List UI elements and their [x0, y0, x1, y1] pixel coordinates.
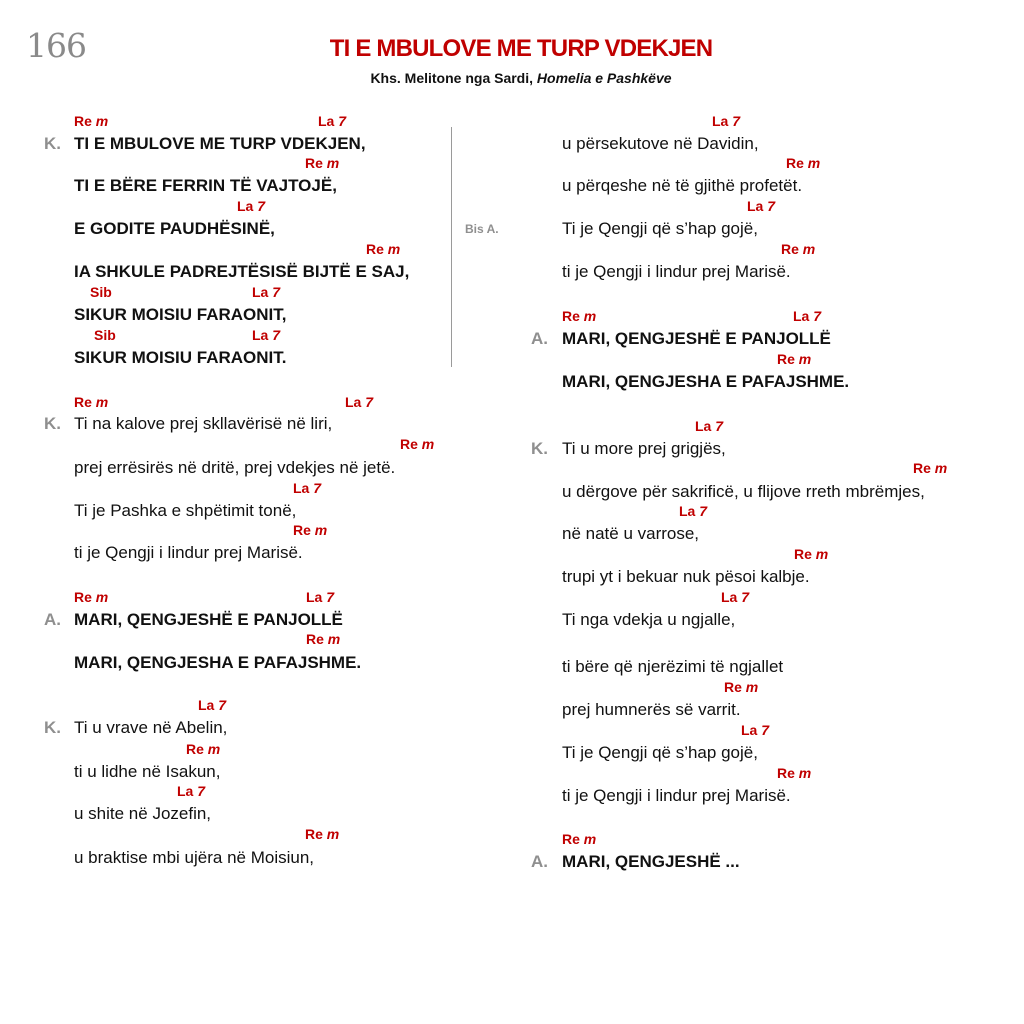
column-divider [451, 127, 452, 367]
chord-la7: La 7 [237, 198, 266, 214]
chord-rem: Re m [74, 589, 109, 605]
lyric-line: MARI, QENGJESHA E PAFAJSHME. [562, 372, 850, 391]
chord-la7: La 7 [252, 327, 281, 343]
chord-la7: La 7 [679, 503, 708, 519]
chord-la7: La 7 [318, 113, 347, 129]
chord-la7: La 7 [721, 589, 750, 605]
section-marker-k: K. [44, 414, 61, 433]
lyric-line: MARI, QENGJESHA E PAFAJSHME. [74, 653, 362, 672]
section-marker-a: A. [44, 610, 61, 629]
chord-rem: Re m [562, 831, 597, 847]
lyric-line: ti u lidhe në Isakun, [74, 762, 221, 781]
chord-rem: Re m [400, 436, 435, 452]
subtitle-author: Khs. Melitone nga Sardi, [370, 70, 537, 86]
chord-la7: La 7 [695, 418, 724, 434]
bis-marker: Bis A. [465, 222, 499, 236]
chord-la7: La 7 [793, 308, 822, 324]
lyric-line: u shite në Jozefin, [74, 804, 212, 823]
chord-la7: La 7 [345, 394, 374, 410]
lyric-line: prej errësirës në dritë, prej vdekjes në jetë. [74, 458, 396, 477]
chord-rem: Re m [305, 826, 340, 842]
chord-rem: Re m [913, 460, 948, 476]
lyric-line: në natë u varrose, [562, 524, 700, 543]
lyric-line: Ti u more prej grigjës, [562, 439, 726, 458]
chord-rem: Re m [306, 631, 341, 647]
chord-la7: La 7 [293, 480, 322, 496]
lyric-line: Ti na kalove prej skllavërisë në liri, [74, 414, 333, 433]
chord-rem: Re m [794, 546, 829, 562]
chord-la7: La 7 [306, 589, 335, 605]
lyric-line: SIKUR MOISIU FARAONIT. [74, 348, 287, 367]
chord-rem: Re m [777, 765, 812, 781]
lyric-line: ti bëre që njerëzimi të ngjallet [562, 657, 784, 676]
lyric-line: TI E BËRE FERRIN TË VAJTOJË, [74, 176, 337, 195]
lyric-line: MARI, QENGJESHË E PANJOLLË [562, 329, 831, 348]
chord-la7: La 7 [712, 113, 741, 129]
lyric-line: Ti je Qengji që s’hap gojë, [562, 219, 758, 238]
chord-rem: Re m [293, 522, 328, 538]
lyric-line: Ti u vrave në Abelin, [74, 718, 228, 737]
lyric-line: MARI, QENGJESHË ... [562, 852, 740, 871]
lyric-line: E GODITE PAUDHËSINË, [74, 219, 275, 238]
lyric-line: u braktise mbi ujëra në Moisiun, [74, 848, 315, 867]
lyric-line: ti je Qengji i lindur prej Marisë. [562, 786, 791, 805]
lyric-line: u përqeshe në të gjithë profetët. [562, 176, 803, 195]
song-title: TI E MBULOVE ME TURP VDEKJEN [329, 35, 713, 62]
section-marker-a: A. [531, 852, 548, 871]
chord-rem: Re m [562, 308, 597, 324]
lyric-line: ti je Qengji i lindur prej Marisë. [562, 262, 791, 281]
chord-la7: La 7 [747, 198, 776, 214]
lyric-line: ti je Qengji i lindur prej Marisë. [74, 543, 303, 562]
section-marker-k: K. [44, 718, 61, 737]
chord-rem: Re m [366, 241, 401, 257]
chord-rem: Re m [724, 679, 759, 695]
chord-rem: Re m [786, 155, 821, 171]
subtitle-work: Homelia e Pashkëve [536, 70, 672, 86]
chord-la7: La 7 [741, 722, 770, 738]
chord-rem: Re m [74, 394, 109, 410]
song-subtitle [9, 70, 1024, 86]
lyric-line: u përsekutove në Davidin, [562, 134, 759, 153]
lyric-line: Ti je Qengji që s’hap gojë, [562, 743, 758, 762]
chord-rem: Re m [781, 241, 816, 257]
chord-rem: Re m [74, 113, 109, 129]
chord-sib: Sib [94, 327, 116, 343]
section-marker-k: K. [531, 439, 548, 458]
chord-la7: La 7 [198, 697, 227, 713]
lyric-line: TI E MBULOVE ME TURP VDEKJEN, [74, 134, 366, 153]
chord-sib: Sib [90, 284, 112, 300]
chord-la7: La 7 [177, 783, 206, 799]
lyric-line: u dërgove për sakrificë, u flijove rreth mbrëmjes, [562, 482, 925, 501]
lyric-line: SIKUR MOISIU FARAONIT, [74, 305, 287, 324]
chord-rem: Re m [305, 155, 340, 171]
lyric-line: prej humnerës së varrit. [562, 700, 741, 719]
chord-rem: Re m [186, 741, 221, 757]
lyric-line: MARI, QENGJESHË E PANJOLLË [74, 610, 343, 629]
chord-la7: La 7 [252, 284, 281, 300]
lyric-line: Ti nga vdekja u ngjalle, [562, 610, 736, 629]
chord-rem: Re m [777, 351, 812, 367]
section-marker-a: A. [531, 329, 548, 348]
page-number: 166 [26, 26, 86, 65]
section-marker-k: K. [44, 134, 61, 153]
lyric-line: Ti je Pashka e shpëtimit tonë, [74, 501, 297, 520]
lyric-line: trupi yt i bekuar nuk pësoi kalbje. [562, 567, 810, 586]
lyric-line: IA SHKULE PADREJTËSISË BIJTË E SAJ, [74, 262, 410, 281]
